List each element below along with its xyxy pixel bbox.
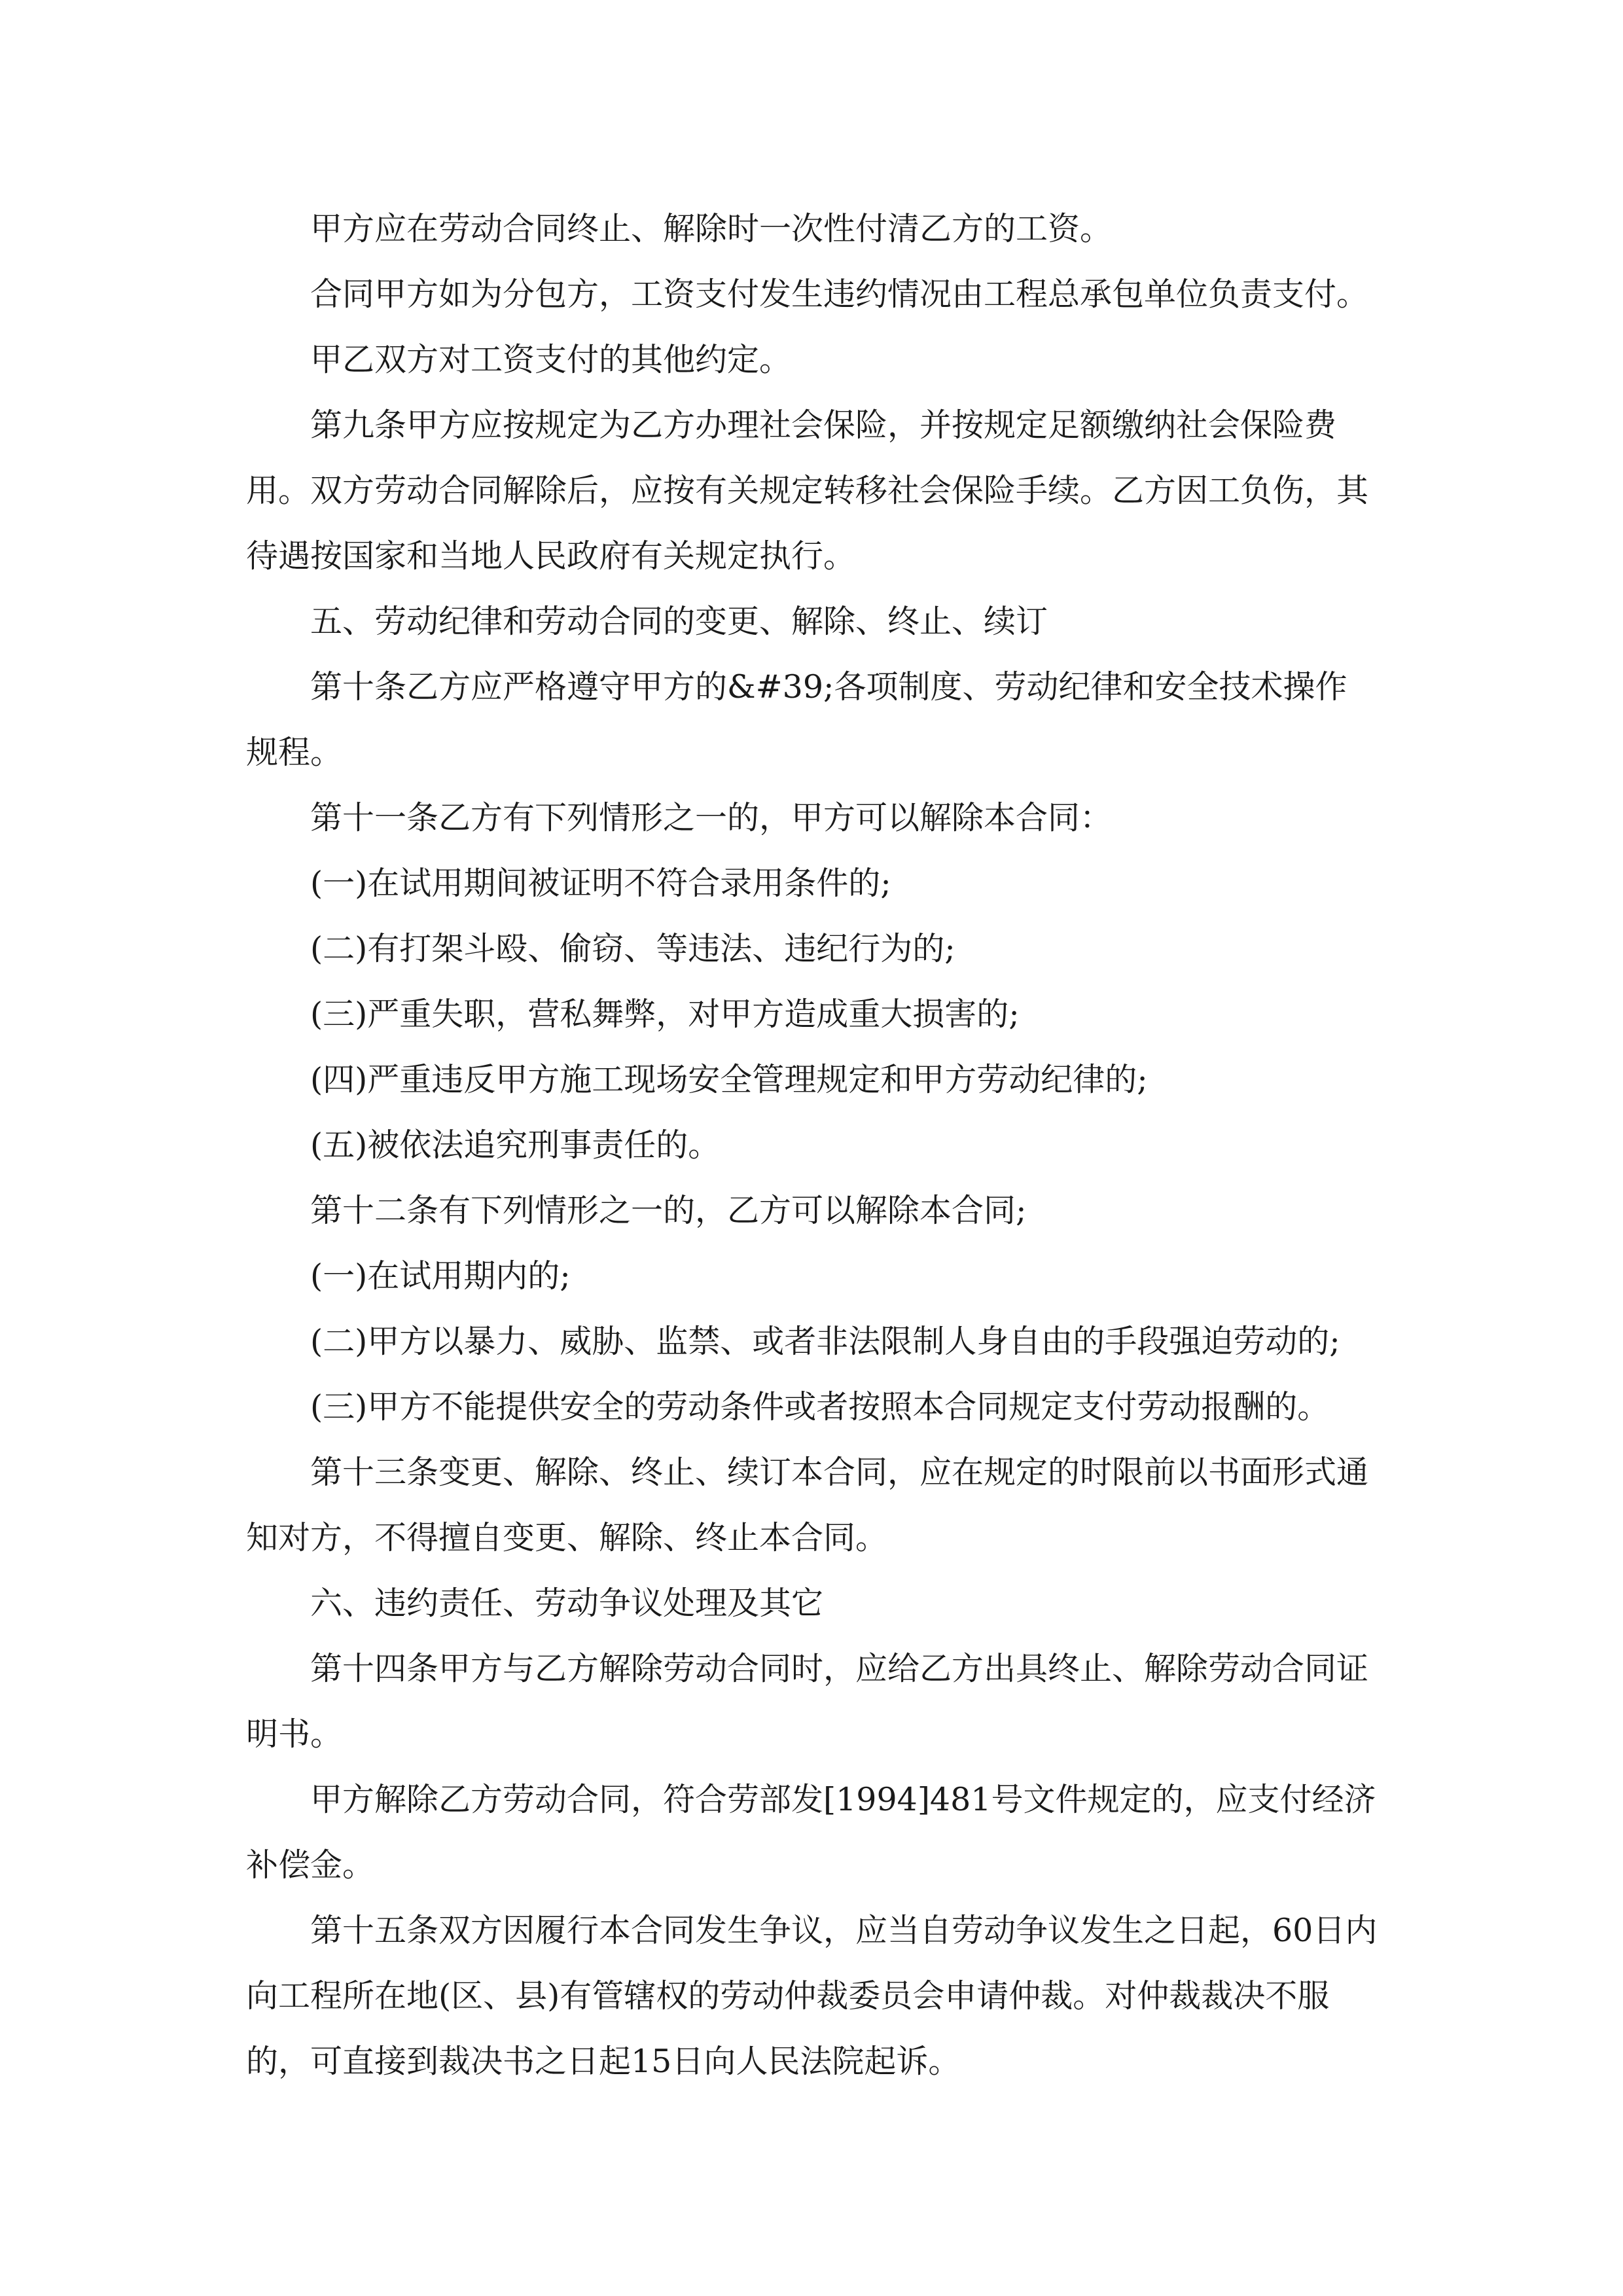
paragraph-economic-compensation: 甲方解除乙方劳动合同，符合劳部发[1994]481号文件规定的，应支付经济补偿金。 [246, 1781, 1376, 1884]
list-item-12-2: (二)甲方以暴力、威胁、监禁、或者非法限制人身自由的手段强迫劳动的; [310, 1323, 1340, 1360]
paragraph-other-wage-terms: 甲乙双方对工资支付的其他约定。 [310, 341, 792, 378]
paragraph-article-10: 第十条乙方应严格遵守甲方的&#39;各项制度、劳动纪律和安全技术操作规程。 [246, 668, 1347, 771]
paragraph-article-13: 第十三条变更、解除、终止、续订本合同，应在规定的时限前以书面形式通知对方，不得擅自变更、解除、终止本合同。 [246, 1454, 1369, 1556]
list-item-11-4: (四)严重违反甲方施工现场安全管理规定和甲方劳动纪律的; [310, 1061, 1148, 1098]
paragraph-wage-final-payment: 甲方应在劳动合同终止、解除时一次性付清乙方的工资。 [310, 210, 1113, 247]
list-item-11-2: (二)有打架斗殴、偷窃、等违法、违纪行为的; [310, 930, 955, 967]
list-item-11-3: (三)严重失职，营私舞弊，对甲方造成重大损害的; [310, 996, 1020, 1033]
paragraph-subcontractor-wage: 合同甲方如为分包方，工资支付发生违约情况由工程总承包单位负责支付。 [310, 276, 1369, 313]
paragraph-article-9: 第九条甲方应按规定为乙方办理社会保险，并按规定足额缴纳社会保险费用。双方劳动合同解除后，应按有关规定转移社会保险手续。乙方因工负伤，其待遇按国家和当地人民政府有关规定执行。 [246, 406, 1369, 575]
paragraph-article-14: 第十四条甲方与乙方解除劳动合同时，应给乙方出具终止、解除劳动合同证明书。 [246, 1650, 1369, 1753]
list-item-11-5: (五)被依法追究刑事责任的。 [310, 1126, 721, 1164]
paragraph-article-11: 第十一条乙方有下列情形之一的，甲方可以解除本合同： [310, 799, 1113, 836]
paragraph-article-12: 第十二条有下列情形之一的，乙方可以解除本合同; [310, 1192, 1027, 1229]
list-item-12-3: (三)甲方不能提供安全的劳动条件或者按照本合同规定支付劳动报酬的。 [310, 1388, 1330, 1426]
section-heading-5: 五、劳动纪律和劳动合同的变更、解除、终止、续订 [310, 603, 1048, 640]
section-heading-6: 六、违约责任、劳动争议处理及其它 [310, 1585, 824, 1622]
document-body [246, 196, 1378, 2094]
paragraph-article-15: 第十五条双方因履行本合同发生争议，应当自劳动争议发生之日起，60日内向工程所在地(区、县)有管辖权的劳动仲裁委员会申请仲裁。对仲裁裁决不服的，可直接到裁决书之日起15日向人民法院起诉。 [246, 1912, 1378, 2080]
list-item-11-1: (一)在试用期间被证明不符合录用条件的; [310, 865, 891, 902]
list-item-12-1: (一)在试用期内的; [310, 1257, 571, 1295]
